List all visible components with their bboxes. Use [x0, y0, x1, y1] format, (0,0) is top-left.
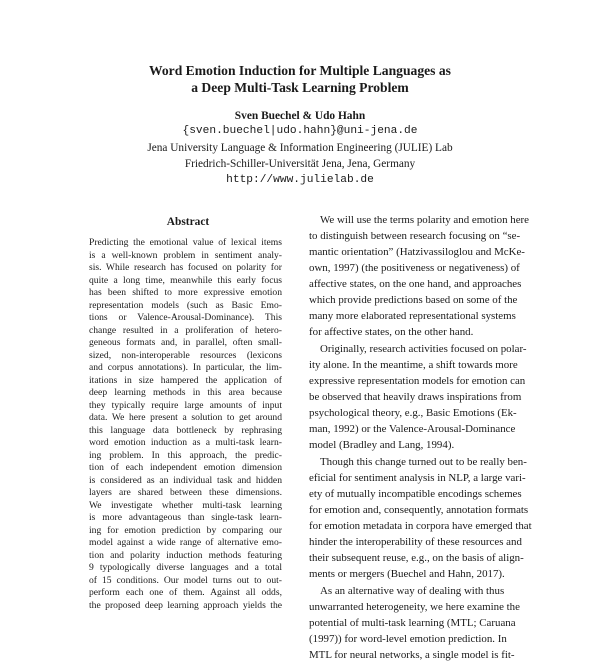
abstract-line: 9 typologically diverse languages and a total	[89, 562, 282, 573]
abstract-line: perform each one of them. Against all odds,	[89, 587, 282, 598]
abstract-line: data. We here present a solution to get around	[89, 412, 282, 423]
abstract-line: deep learning methods in this area because	[89, 387, 282, 398]
abstract-line: is a well-known problem in sentiment analy-	[89, 249, 282, 261]
body-line: ity alone. In the meantime, a shift towards more	[309, 359, 518, 371]
body-line: to distinguish between research focusing on “se-	[309, 230, 521, 242]
body-line: their subsequent reuse, e.g., on the basis of align-	[309, 552, 524, 564]
abstract-line: quite a long time, meanwhile this early focus	[89, 274, 282, 286]
body-line: unwarranted heterogeneity, we here examine the	[309, 601, 520, 613]
abstract-line: word emotion induction as a multi-task learn-	[89, 437, 282, 448]
body-line: for emotion metadata in corpora have emerged that	[309, 520, 532, 532]
abstract-line: sized, non-interoperable resources (lexicons	[89, 349, 282, 361]
body-line: own, 1997) (the positiveness or negativeness) of	[309, 262, 520, 274]
body-line: many more elaborated representational systems	[309, 310, 516, 322]
affiliation-line-1: Jena University Language & Information Engineering (JULIE) Lab	[147, 142, 453, 154]
abstract-line: model against a wide range of alternative emo-	[89, 537, 282, 548]
authors: Sven Buechel & Udo Hahn	[234, 110, 366, 122]
body-line: affective states, on the one hand, and approaches	[309, 278, 522, 290]
abstract-line: We investigate whether multi-task learning	[89, 499, 282, 511]
paper-title-line-1: Word Emotion Induction for Multiple Languages as	[149, 63, 451, 78]
body-line: MTL for neural networks, a single model is fit-	[309, 649, 515, 661]
abstract-line: tion and polarity induction methods featuring	[89, 549, 282, 561]
body-line: eficial for sentiment analysis in NLP, a large vari-	[309, 472, 526, 484]
abstract-line: is more advantageous than single-task learn-	[89, 512, 282, 523]
lab-url[interactable]: http://www.julielab.de	[226, 174, 374, 186]
abstract-line: tion of each independent emotion dimension	[89, 462, 282, 473]
paper-title-line-2: a Deep Multi-Task Learning Problem	[191, 80, 409, 95]
body-line: for emotion and, consequently, annotation formats	[309, 504, 529, 516]
body-line: We will use the terms polarity and emotion here	[320, 214, 530, 226]
abstract-line: layers are shared between these dimensions.	[89, 487, 282, 498]
body-line: Originally, research activities focused on polar-	[320, 343, 527, 355]
abstract-line: change resulted in a proliferation of hetero-	[89, 324, 282, 336]
abstract-line: and corpus annotations). In particular, the lim-	[89, 362, 282, 373]
body-line: As an alternative way of dealing with thus	[320, 585, 505, 597]
body-line: man, 1992) or the Valence-Arousal-Dominance	[309, 423, 516, 435]
body-line: potential of multi-task learning (MTL; Caruana	[309, 617, 516, 629]
abstract-line: ing for emotion prediction by comparing our	[89, 524, 282, 536]
abstract-line: ing problem. In this approach, the predic-	[89, 449, 282, 461]
abstract-line: the proposed deep learning approach yields the	[89, 599, 282, 611]
abstract-line: Predicting the emotional value of lexical items	[89, 237, 282, 248]
body-line: which provide predictions based on some of the	[309, 294, 518, 306]
body-line: psychological theory, e.g., Basic Emotions (Ek-	[309, 407, 517, 419]
abstract-line: itations in size hampered the application of	[89, 374, 282, 386]
abstract-line: is considered as an individual task and hidden	[89, 474, 282, 486]
body-line: mantic orientation” (Hatzivassiloglou and McKe-	[309, 246, 525, 258]
author-email[interactable]: {sven.buechel|udo.hahn}@uni-jena.de	[182, 125, 418, 137]
affiliation-line-2: Friedrich-Schiller-Universität Jena, Jena, Germany	[184, 158, 416, 170]
body-line: ments or mergers (Buechel and Hahn, 2017).	[309, 568, 505, 580]
abstract-line: this language data bottleneck by rephrasing	[89, 424, 282, 436]
abstract-heading: Abstract	[166, 216, 210, 228]
abstract-line: geneous formats and, in parallel, often small-	[89, 337, 282, 348]
abstract-line: has been shifted to more expressive emotion	[89, 287, 282, 298]
body-line: hinder the interoperability of these resources and	[309, 536, 522, 548]
body-line: for affective states, on the other hand.	[309, 326, 474, 338]
abstract-line: of 15 conditions. Our model turns out to out-	[89, 574, 282, 586]
abstract-line: tions or Valence-Arousal-Dominance). This	[89, 312, 282, 323]
body-line: expressive representation models for emotion can	[309, 375, 526, 387]
body-line: Though this change turned out to be really ben-	[320, 456, 527, 468]
abstract-line: they typically require large amounts of input	[89, 399, 282, 411]
body-line: be observed that heavily draws inspirations from	[309, 391, 522, 403]
body-line: (1997)) for word-level emotion prediction. In	[309, 633, 507, 645]
body-line: model (Bradley and Lang, 1994).	[309, 439, 455, 451]
abstract-line: representation models (such as Basic Emo-	[89, 299, 282, 311]
body-line: ety of mutually incompatible encodings schemes	[309, 488, 522, 500]
abstract-line: sis. While research has focused on polarity for	[89, 262, 282, 273]
